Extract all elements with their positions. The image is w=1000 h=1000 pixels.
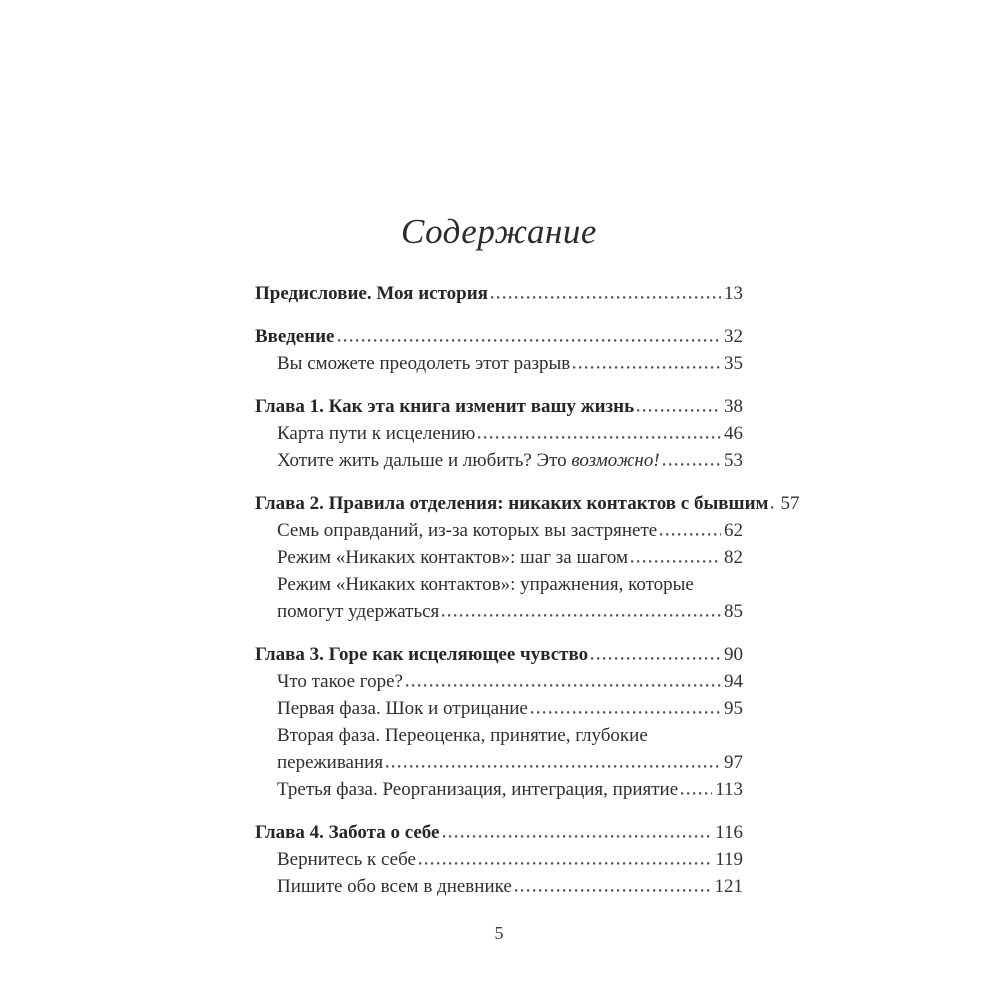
toc-entry: [255, 447, 743, 474]
toc-entry-label: Режим «Никаких контактов»: упражнения, которые: [277, 574, 694, 595]
dot-leader: [478, 435, 721, 439]
toc-entry-label: Глава 3. Горе как исцеляющее чувство: [255, 644, 589, 665]
toc-entry-label: Глава 1. Как эта книга изменит вашу жизнь: [255, 396, 635, 417]
toc-entry: [255, 776, 743, 803]
toc-entry: [255, 544, 743, 571]
toc-entry-label: Глава 2. Правила отделения: никаких контактов с бывшим: [255, 493, 769, 514]
dot-leader: [573, 365, 721, 369]
toc-entry-label: Режим «Никаких контактов»: шаг за шагом: [277, 547, 629, 568]
toc-entry-page: 32: [724, 326, 743, 347]
toc-entry: [255, 749, 743, 776]
toc-entry-label: Третья фаза. Реорганизация, интеграция, приятие: [277, 779, 679, 800]
toc-entry: [255, 393, 743, 420]
toc-entry-label: Пишите обо всем в дневнике: [277, 876, 512, 897]
toc-entry: [255, 598, 743, 625]
dot-leader: [406, 683, 721, 687]
dot-leader: [663, 462, 721, 466]
toc-entry: [255, 490, 800, 517]
toc-entry-page: 46: [724, 423, 743, 444]
toc-entry-label: Карта пути к исцелению: [277, 423, 476, 444]
toc-entry: [255, 641, 743, 668]
toc-entry-page: 121: [714, 876, 743, 897]
toc-entry-page: 82: [724, 547, 743, 568]
toc-entry-label: Предисловие. Моя история: [255, 283, 488, 304]
toc-entry-page: 94: [724, 671, 743, 692]
dot-leader: [637, 408, 721, 412]
page-title: Содержание: [401, 212, 597, 251]
toc-entry-page: 62: [724, 520, 743, 541]
toc-entry-page: 53: [724, 450, 743, 471]
toc-entry-page: 95: [724, 698, 743, 719]
toc-entry: [255, 668, 743, 695]
dot-leader: [443, 834, 713, 838]
toc-entry-label: Глава 4. Забота о себе: [255, 822, 440, 843]
toc-entry-page: 116: [715, 822, 743, 843]
toc-entry-label: Вы сможете преодолеть этот разрыв: [277, 353, 571, 374]
table-of-contents: [255, 280, 800, 900]
toc-entry-page: 90: [724, 644, 743, 665]
dot-leader: [531, 710, 721, 714]
toc-entry: [255, 280, 743, 307]
dot-leader: [681, 791, 712, 795]
toc-entry: [255, 517, 743, 544]
toc-entry-label: помогут удержаться: [277, 601, 440, 622]
toc-entry-label: Вторая фаза. Переоценка, принятие, глубокие: [277, 725, 648, 746]
dot-leader: [771, 505, 777, 509]
toc-entry-page: 38: [724, 396, 743, 417]
dot-leader: [419, 861, 712, 865]
toc-entry-label: переживания: [277, 752, 384, 773]
toc-entry: [255, 722, 743, 749]
toc-entry-page: 35: [724, 353, 743, 374]
toc-entry: [255, 873, 743, 900]
dot-leader: [386, 764, 721, 768]
toc-entry-label: Семь оправданий, из-за которых вы застрянете: [277, 520, 658, 541]
toc-entry: [255, 846, 743, 873]
dot-leader: [660, 532, 721, 536]
dot-leader: [591, 656, 721, 660]
toc-entry-page: 57: [780, 493, 800, 514]
toc-entry: [255, 571, 743, 598]
toc-entry: [255, 695, 743, 722]
toc-entry-page: 85: [724, 601, 743, 622]
dot-leader: [631, 559, 721, 563]
toc-entry-label: Введение: [255, 326, 335, 347]
toc-entry-page: 13: [724, 283, 743, 304]
dot-leader: [515, 888, 712, 892]
toc-entry-label-italic: возможно!: [571, 450, 660, 471]
toc-entry: [255, 350, 743, 377]
toc-entry: [255, 420, 743, 447]
toc-entry-page: 113: [715, 779, 743, 800]
dot-leader: [338, 338, 722, 342]
toc-entry: [255, 323, 743, 350]
toc-entry-label: Хотите жить дальше и любить? Это возможно!: [277, 450, 660, 471]
toc-entry-page: 119: [715, 849, 743, 870]
toc-entry-page: 97: [724, 752, 743, 773]
toc-entry-label: Первая фаза. Шок и отрицание: [277, 698, 528, 719]
page-number: 5: [494, 923, 504, 943]
dot-leader: [491, 295, 721, 299]
toc-entry-label: Вернитесь к себе: [277, 849, 416, 870]
toc-entry: [255, 819, 743, 846]
dot-leader: [442, 613, 721, 617]
toc-entry-label: Что такое горе?: [277, 671, 403, 692]
